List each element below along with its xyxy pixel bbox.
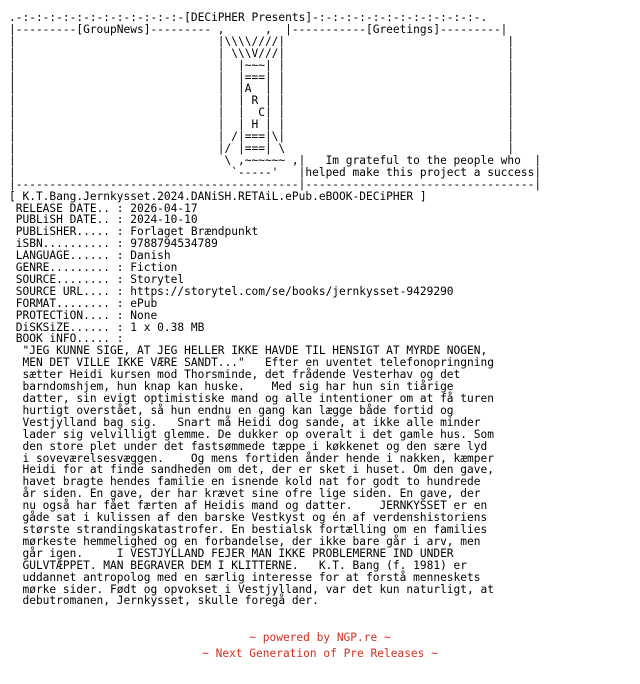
footer-tagline: ~ Next Generation of Pre Releases ~	[202, 647, 438, 660]
banner-line: | | | H | | |	[9, 118, 515, 132]
release-field: iSBN.......... : 9788794534789	[9, 237, 218, 251]
release-title: [ K.T.Bang.Jernkysset.2024.DANiSH.RETAiL.ePub.eBOOK-DECiPHER ]	[9, 189, 427, 203]
book-info-line: i soveværelsesvæggen. Og mens fortiden ånder hende i nakken, kæmper	[9, 451, 494, 465]
book-info-line: datter, sin evigt optimistiske mand og alle intentioner om at få turen	[9, 392, 494, 405]
banner-line: | | \\\V///| |	[9, 46, 515, 60]
banner-line: | | | R | | |	[9, 94, 515, 108]
book-info-line: gåde sat i kulissen af den barske Vestkyst og én af verdenshistoriens	[9, 511, 488, 525]
banner-line: | | | C| | |	[9, 106, 515, 120]
book-info-line: Heidi for at finde sandheden om det, der er sket i huset. Om den gave,	[9, 463, 494, 477]
book-info-line: "JEG KUNNE SIGE, AT JEG HELLER IKKE HAVDE TIL HENSIGT AT MYRDE NOGEN,	[9, 344, 488, 358]
release-field: PUBLiSH DATE.. : 2024-10-10	[9, 213, 198, 227]
release-field: RELEASE DATE.. : 2026-04-17	[9, 201, 198, 215]
banner-line: | |\\\\////| |	[9, 34, 515, 48]
book-info-line: mørke sider. Født og opvokset i Vestjylland, var det kun naturligt, at	[9, 582, 494, 596]
release-field: FORMAT........ : ePub	[9, 296, 158, 310]
book-info-line: uddannet antropolog med en særlig interesse for at forstå menneskets	[9, 570, 481, 584]
book-info-line: største strandingskatastrofer. En bestialsk fortælling om en families	[9, 522, 488, 536]
book-info-line: den store plet under det fastsømmede tæppe i køkkenet og den sære lyd	[9, 439, 488, 453]
book-info-line: debutromanen, Jernkysset, skulle foregå der.	[9, 594, 319, 608]
nfo-text	[9, 12, 541, 607]
book-info-line: barndomshjem, hun knap kan huske. Med sig har hun sin tiårige	[9, 380, 454, 394]
banner-line: | `-----' |helped make this project a success|	[9, 165, 542, 179]
banner-line: | |/ |===| \ |	[9, 141, 515, 155]
release-field: DiSKSiZE...... : 1 x 0.38 MB	[9, 320, 205, 334]
footer-powered-by: ~ powered by NGP.re ~	[249, 631, 391, 644]
book-info-line: MEN DET VILLE IKKE VÆRE SANDT..." Efter en uventet telefonopringning	[9, 356, 494, 370]
book-info-line: lader sig velvilligt glemme. De dukker op overalt i det gamle hus. Som	[9, 427, 494, 441]
book-info-line: mørkeste hemmelighed og en forbandelse, der ikke bare går i arv, men	[9, 534, 481, 548]
book-info-line: havet bragte hendes familie en isnende kold nat for godt to hundrede	[9, 475, 481, 489]
release-field: LANGUAGE...... : Danish	[9, 249, 171, 263]
banner-line: |---------[GroupNews]--------- , , |-----------[Greetings]---------|	[9, 22, 508, 36]
release-field: PROTECTiON.... : None	[9, 308, 158, 322]
release-field: BOOK iNFO..... :	[9, 332, 131, 346]
banner-line: | | /|===|\| |	[9, 130, 515, 144]
book-info-line: nu også har fået færten af Heidis mand og datter. JERNKYSSET er en	[9, 499, 488, 513]
book-info-line: GULVTÆPPET. MAN BEGRAVER DEM I KLITTERNE. K.T. Bang (f. 1981) er	[9, 558, 468, 572]
banner-line: |------------------------------------------|----------------------------------|	[9, 177, 542, 191]
banner-line: | \ ,~~~~~~ ,| Im grateful to the people who |	[9, 153, 542, 167]
banner-line: | | |~~~| | |	[9, 58, 515, 72]
banner-line: | | |A | | |	[9, 82, 515, 96]
release-field: PUBLiSHER..... : Forlaget Brændpunkt	[9, 225, 259, 239]
release-field: SOURCE........ : Storytel	[9, 272, 185, 286]
book-info-line: hurtigt overstået, så hun endnu en gang kan lægge både fortid og	[9, 403, 454, 417]
release-field: GENRE......... : Fiction	[9, 261, 178, 275]
book-info-line: Vestjylland bag sig. Snart må Heidi dog sande, at ikke alle minder	[9, 415, 481, 429]
release-field: SOURCE URL.... : https://storytel.com/se/books/jernkysset-9429290	[9, 284, 454, 298]
banner-line: .-:-:-:-:-:-:-:-:-:-:-:-:-[DECiPHER Presents]-:-:-:-:-:-:-:-:-:-:-:-:-.	[9, 11, 488, 24]
banner-line: | | |===| | |	[9, 70, 515, 84]
book-info-line: år siden. En gave, der har krævet sine ofre lige siden. En gave, der	[9, 487, 481, 501]
book-info-line: sætter Heidi kursen mod Thorsminde, det frådende Vesterhav og det	[9, 368, 461, 382]
book-info-line: går igen. I VESTJYLLAND FEJER MAN IKKE PROBLEMERNE IND UNDER	[9, 546, 454, 560]
